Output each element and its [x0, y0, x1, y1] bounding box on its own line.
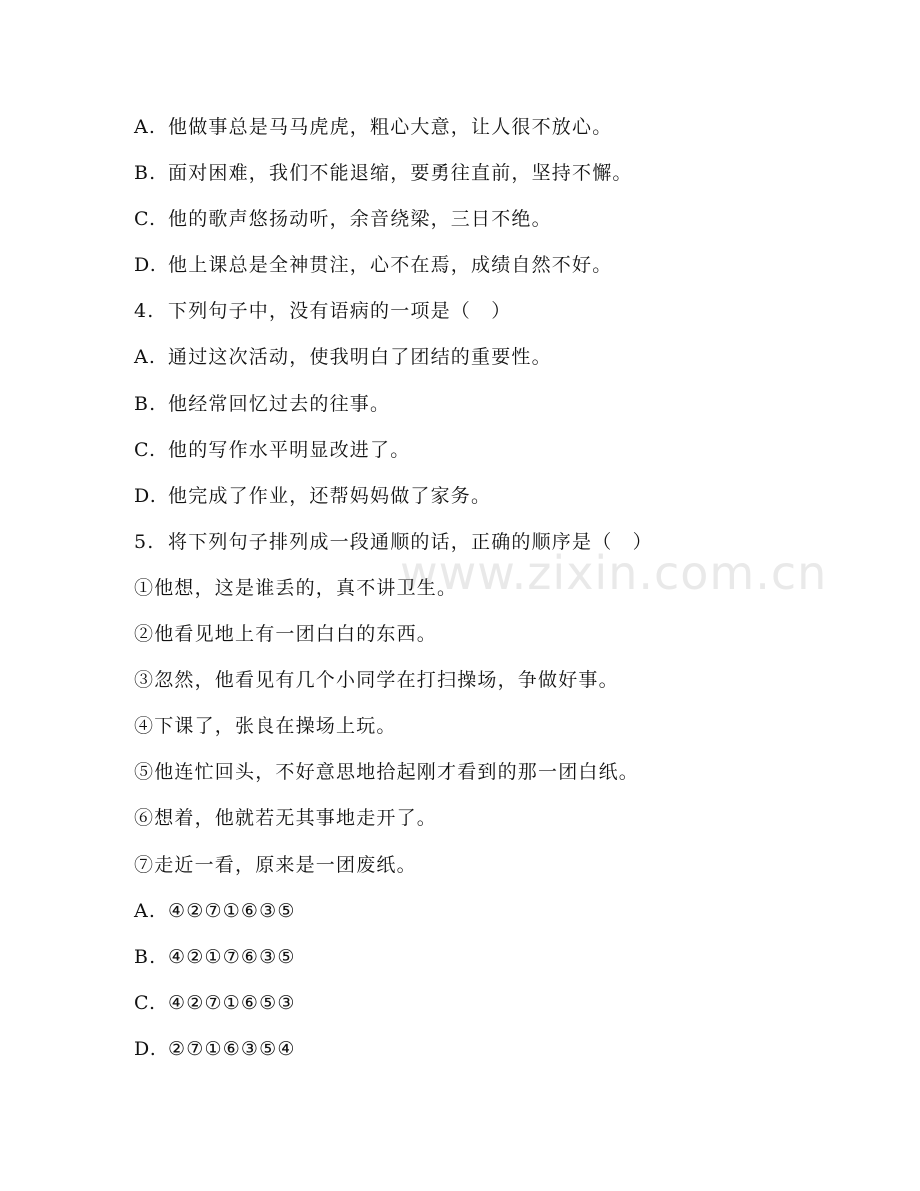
sentence-text: ①他想，这是谁丢的，真不讲卫生。: [134, 576, 458, 599]
option-label: C.: [134, 991, 157, 1014]
sentence-text: ③忽然，他看见有几个小同学在打扫操场，争做好事。: [134, 669, 619, 692]
option-text: 面对困难，我们不能退缩，要勇往直前，坚持不懈。: [168, 162, 633, 185]
option-c-line: [134, 980, 874, 1026]
sentence-line: [134, 657, 874, 703]
option-text: ④②⑦①⑥③⑤: [168, 899, 296, 922]
option-c-line: [134, 196, 874, 242]
option-label: B.: [134, 945, 157, 968]
sentence-line: [134, 842, 874, 888]
option-a-line: [134, 104, 874, 150]
option-text: 他的写作水平明显改进了。: [168, 438, 411, 461]
option-label: A.: [134, 116, 157, 138]
option-a-line: [134, 334, 874, 380]
option-d-line: [134, 242, 874, 288]
question-lines: [134, 104, 874, 1072]
option-label: B.: [134, 392, 157, 415]
option-text: 他完成了作业，还帮妈妈做了家务。: [168, 484, 492, 507]
option-d-line: [134, 473, 874, 519]
option-text: 他经常回忆过去的往事。: [168, 392, 391, 415]
option-text: ②⑦①⑥③⑤④: [168, 1037, 296, 1060]
option-label: D.: [134, 484, 157, 507]
option-label: A.: [134, 899, 157, 922]
option-b-line: [134, 381, 874, 427]
option-d-line: [134, 1026, 874, 1072]
question-number: 4.: [134, 300, 155, 323]
option-b-line: [134, 934, 874, 980]
sentence-line: [134, 749, 874, 795]
question-4-line: [134, 288, 874, 334]
option-label: C.: [134, 438, 157, 461]
sentence-text: ④下课了，张良在操场上玩。: [134, 715, 397, 738]
option-a-line: [134, 888, 874, 934]
option-label: B.: [134, 162, 157, 185]
option-text: ④②①⑦⑥③⑤: [168, 945, 296, 968]
question-text: 将下列句子排列成一段通顺的话，正确的顺序是（ ）: [168, 530, 653, 553]
option-text: ④②⑦①⑥⑤③: [168, 991, 296, 1014]
option-label: C.: [134, 208, 157, 231]
sentence-line: [134, 703, 874, 749]
option-text: 他上课总是全神贯注，心不在焉，成绩自然不好。: [168, 254, 613, 277]
option-label: A.: [134, 346, 157, 369]
sentence-text: ⑦走近一看，原来是一团废纸。: [134, 853, 417, 876]
question-5-line: [134, 519, 874, 565]
option-text: 他做事总是马马虎虎，粗心大意，让人很不放心。: [168, 116, 613, 138]
sentence-text: ②他看见地上有一团白白的东西。: [134, 623, 438, 646]
option-label: D.: [134, 1037, 157, 1060]
sentence-text: ⑤他连忙回头，不好意思地拾起刚才看到的那一团白纸。: [134, 761, 640, 784]
sentence-line: [134, 795, 874, 841]
watermark: www.zixin.com.cn: [400, 546, 828, 600]
option-text: 通过这次活动，使我明白了团结的重要性。: [168, 346, 552, 369]
option-c-line: [134, 427, 874, 473]
question-number: 5.: [134, 530, 155, 553]
sentence-line: [134, 565, 874, 611]
option-b-line: [134, 150, 874, 196]
option-text: 他的歌声悠扬动听，余音绕梁，三日不绝。: [168, 208, 552, 231]
sentence-text: ⑥想着，他就若无其事地走开了。: [134, 807, 438, 830]
sentence-line: [134, 611, 874, 657]
question-text: 下列句子中，没有语病的一项是（ ）: [168, 300, 512, 323]
option-label: D.: [134, 254, 157, 277]
